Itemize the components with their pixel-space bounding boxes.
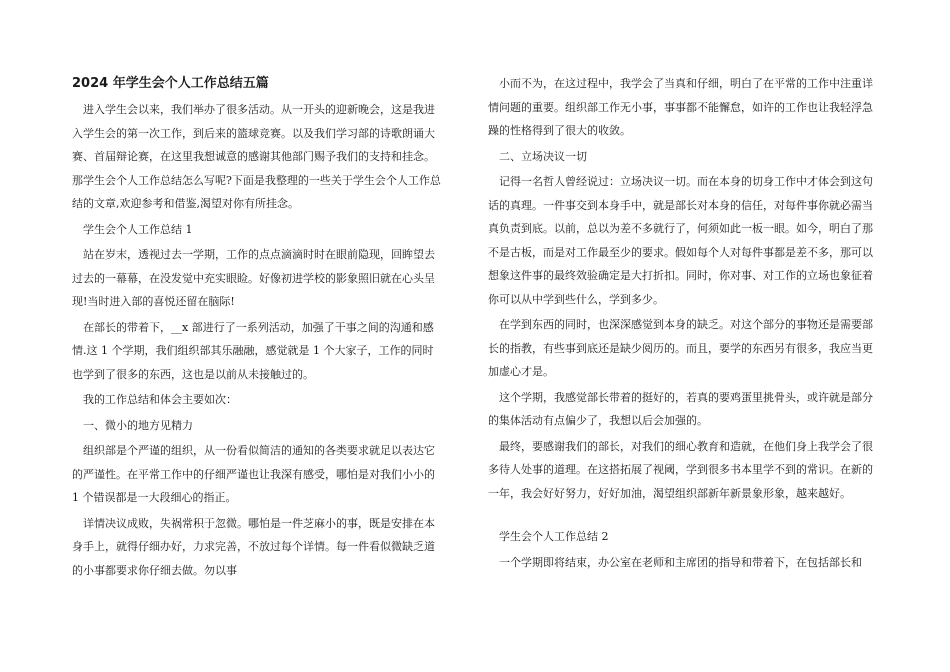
right-column — [488, 72, 880, 576]
left-column — [72, 72, 444, 584]
section-heading-summary-2: 学生会个人工作总结 2 — [499, 530, 609, 543]
paragraph: 记得一名哲人曾经说过：立场决议一切。而在本身的切身工作中才体会到这句话的真理。一件事交到本身手中，就是部长对本身的信任，对每件事你就必需当真负责到底。以前，总以为差不多就行了，何须如此一板一眼。如今，明白了那不是古板，而是对工作最至少的要求。假如每个人对每件事都是差不多，那可以想象这件事的最终效验确定是大打折扣。同时，你对事、对工作的立场也象征着你可以从中学到些什么，学到多少。 — [488, 175, 873, 306]
paragraph: 最终，要感谢我们的部长，对我们的细心教育和造就，在他们身上我学会了很多待人处事的道理。在这搭拓展了视阈，学到很多书本里学不到的常识。在新的一年，我会好好努力，好好加油，渴望组织部新年新景象形象，越来越好。 — [488, 439, 873, 500]
subheading-1: 一、微小的地方见精力 — [83, 418, 193, 432]
section-heading-summary-1: 学生会个人工作总结 1 — [83, 222, 193, 236]
paragraph: 在部长的带着下，__x 部进行了一系列活动，加强了干事之间的沟通和感情.这 1 个学期，我们组织部其乐融融，感觉就是 1 个大家子，工作的同时也学到了很多的东西，这也是以前从未接触过的。 — [72, 320, 434, 381]
document-title: 2024 年学生会个人工作总结五篇 — [72, 76, 269, 91]
paragraph: 详情决议成败，失祸常积于忽微。哪怕是一件芝麻小的事，既是安排在本身手上，就得仔细办好，力求完善，不放过每个详情。每一件看似微缺乏道的小事都要求你仔细去做。勿以事 — [72, 516, 435, 577]
paragraph: 这个学期，我感觉部长带着的挺好的，若真的要鸡蛋里挑骨头，或许就是部分的集体活动有点偏少了，我想以后会加强的。 — [488, 390, 873, 427]
paragraph: 小而不为，在这过程中，我学会了当真和仔细，明白了在平常的工作中注重详情问题的重要。组织部工作无小事，事事都不能懈怠，如许的工作也让我轻浮急躁的性格得到了很大的收敛。 — [488, 77, 873, 137]
paragraph: 一个学期即将结束，办公室在老师和主席团的指导和带着下，在包括部长和 — [499, 555, 862, 569]
paragraph: 在学到东西的同时，也深深感觉到本身的缺乏。对这个部分的事物还是需要部长的指教，有些事到底还是缺少阅历的。而且，要学的东西另有很多，我应当更加虚心才是。 — [488, 318, 873, 378]
paragraph: 我的工作总结和体会主要如次： — [83, 393, 237, 406]
subheading-2: 二、立场决议一切 — [499, 149, 587, 163]
paragraph: 站在岁末，透视过去一学期，工作的点点滴滴时时在眼前隐现，回眸望去过去的一幕幕，在没发觉中充实眼睑。好像初进学校的影象照旧就在心头呈现!当时进入部的喜悦还留在脑际! — [72, 248, 435, 308]
section-gap — [488, 507, 880, 525]
intro-paragraph: 进入学生会以来，我们举办了很多活动。从一开头的迎新晚会，这是我进入学生会的第一次工作，到后来的篮球竞赛。以及我们学习部的诗歌朗诵大赛、首届辩论赛，在这里我想诚意的感谢其他部门赐予我们的支持和挂念。那学生会个人工作总结怎么写呢?下面是我整理的一些关于学生会个人工作总结的文章,欢迎参考和借鉴,渴望对你有所挂念。 — [72, 103, 441, 210]
paragraph: 组织部是个严谨的组织，从一份看似简洁的通知的各类要求就足以表达它的严谨性。在平常工作中的仔细严谨也让我深有感受，哪怕是对我们小小的 1 个错误都是一大段细心的指正。 — [72, 444, 435, 504]
